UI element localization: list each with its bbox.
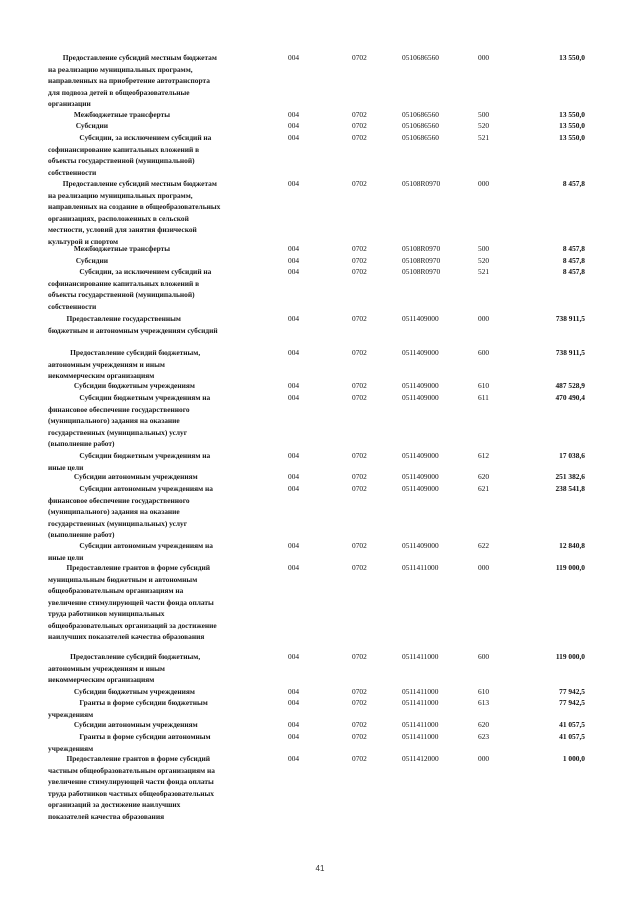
amount-value: 13 550,0	[559, 53, 585, 62]
amount-value: 470 490,4	[555, 393, 585, 402]
amount-value: 8 457,8	[562, 244, 585, 253]
amount-value: 12 840,8	[559, 541, 585, 550]
expense-type-code: 610	[478, 381, 490, 390]
section-code: 0702	[352, 472, 367, 481]
expense-type-code: 600	[478, 348, 490, 357]
row-name: Субсидии бюджетным учреждениям на иные цели	[48, 451, 211, 472]
expense-type-code: 500	[478, 110, 490, 119]
amount-value: 1 000,0	[562, 754, 585, 763]
target-article-code: 05108R0970	[402, 256, 441, 265]
section-code: 0702	[352, 393, 367, 402]
row-name: Межбюджетные трансферты	[48, 110, 171, 119]
target-article-code: 0511409000	[402, 541, 439, 550]
row-name: Субсидии бюджетным учреждениям	[48, 687, 195, 696]
section-code: 0702	[352, 687, 367, 696]
section-code: 0702	[352, 652, 367, 661]
section-code: 0702	[352, 563, 367, 572]
section-code: 0702	[352, 314, 367, 323]
target-article-code: 0511411000	[402, 652, 439, 661]
row-name: Предоставление субсидий местным бюджетам на реализацию муниципальных программ, направленных на создание в общеобразовательных организациях, расположенных в сельской местности, условий для занятия физической культурой и спортом	[48, 179, 221, 246]
expense-type-code: 000	[478, 754, 490, 763]
expense-type-code: 622	[478, 541, 490, 550]
row-name: Предоставление субсидий местным бюджетам на реализацию муниципальных программ, направленных на приобретение автотранспорта для подвоза детей в общеобразовательные организации	[48, 53, 217, 108]
row-name: Предоставление грантов в форме субсидий муниципальным бюджетным и автономным общеобразовательным организациям на увеличение стимулирующей части фонда оплаты труда работников муниципальных общеобразовательных организаций за достижение наилучших показателей качества образования	[48, 563, 217, 641]
ministry-code: 004	[288, 267, 300, 276]
row-name: Гранты в форме субсидии автономным учреждениям	[48, 732, 211, 753]
ministry-code: 004	[288, 451, 300, 460]
target-article-code: 05108R0970	[402, 267, 441, 276]
amount-value: 17 038,6	[559, 451, 585, 460]
row-name: Субсидии бюджетным учреждениям	[48, 381, 195, 390]
ministry-code: 004	[288, 720, 300, 729]
target-article-code: 0511411000	[402, 687, 439, 696]
amount-value: 119 000,0	[555, 652, 585, 661]
expense-type-code: 520	[478, 121, 490, 130]
row-name: Субсидии автономным учреждениям на финансовое обеспечение государственного (муниципального) задания на оказание государственных (муниципальных) услуг (выполнение работ)	[48, 484, 213, 539]
section-code: 0702	[352, 110, 367, 119]
expense-type-code: 610	[478, 687, 490, 696]
ministry-code: 004	[288, 348, 300, 357]
target-article-code: 0511409000	[402, 472, 439, 481]
row-name: Гранты в форме субсидии бюджетным учреждениям	[48, 698, 208, 719]
row-name: Субсидии	[48, 121, 108, 130]
row-name: Субсидии автономным учреждениям на иные цели	[48, 541, 213, 562]
target-article-code: 0510686560	[402, 53, 439, 62]
ministry-code: 004	[288, 484, 300, 493]
section-code: 0702	[352, 179, 367, 188]
section-code: 0702	[352, 698, 367, 707]
section-code: 0702	[352, 133, 367, 142]
section-code: 0702	[352, 267, 367, 276]
target-article-code: 0511409000	[402, 348, 439, 357]
ministry-code: 004	[288, 472, 300, 481]
amount-value: 13 550,0	[559, 133, 585, 142]
section-code: 0702	[352, 381, 367, 390]
amount-value: 119 000,0	[555, 563, 585, 572]
target-article-code: 0510686560	[402, 121, 439, 130]
expense-type-code: 500	[478, 244, 490, 253]
amount-value: 13 550,0	[559, 110, 585, 119]
amount-value: 738 911,5	[555, 348, 585, 357]
expense-type-code: 620	[478, 472, 490, 481]
ministry-code: 004	[288, 563, 300, 572]
target-article-code: 05108R0970	[402, 179, 441, 188]
row-name: Субсидии, за исключением субсидий на софинансирование капитальных вложений в объекты государственной (муниципальной) собственности	[48, 267, 212, 311]
amount-value: 13 550,0	[559, 121, 585, 130]
ministry-code: 004	[288, 732, 300, 741]
row-name: Межбюджетные трансферты	[48, 244, 171, 253]
amount-value: 8 457,8	[562, 179, 585, 188]
ministry-code: 004	[288, 121, 300, 130]
section-code: 0702	[352, 754, 367, 763]
expense-type-code: 520	[478, 256, 490, 265]
row-name: Субсидии, за исключением субсидий на софинансирование капитальных вложений в объекты государственной (муниципальной) собственности	[48, 133, 212, 177]
row-name: Предоставление субсидий бюджетным, автономным учреждениям и иным некоммерческим организациям	[48, 652, 201, 684]
amount-value: 238 541,8	[555, 484, 585, 493]
expense-type-code: 521	[478, 133, 490, 142]
target-article-code: 0511409000	[402, 484, 439, 493]
row-name: Предоставление грантов в форме субсидий частным общеобразовательным организациям на увеличение стимулирующей части фонда оплаты труда работников частных общеобразовательных организаций за достижение наилучших показателей качества образования	[48, 754, 215, 821]
section-code: 0702	[352, 348, 367, 357]
expense-type-code: 600	[478, 652, 490, 661]
ministry-code: 004	[288, 393, 300, 402]
section-code: 0702	[352, 53, 367, 62]
expense-type-code: 620	[478, 720, 490, 729]
row-name: Субсидии бюджетным учреждениям на финансовое обеспечение государственного (муниципального) задания на оказание государственных (муниципальных) услуг (выполнение работ)	[48, 393, 211, 448]
target-article-code: 0510686560	[402, 133, 439, 142]
row-name: Субсидии	[48, 256, 108, 265]
amount-value: 41 057,5	[559, 732, 585, 741]
page-number: 41	[315, 864, 325, 873]
amount-value: 487 528,9	[555, 381, 585, 390]
amount-value: 41 057,5	[559, 720, 585, 729]
section-code: 0702	[352, 541, 367, 550]
expense-type-code: 000	[478, 179, 490, 188]
target-article-code: 0511411000	[402, 732, 439, 741]
amount-value: 251 382,6	[555, 472, 585, 481]
amount-value: 77 942,5	[559, 698, 585, 707]
ministry-code: 004	[288, 314, 300, 323]
amount-value: 8 457,8	[562, 267, 585, 276]
target-article-code: 0511409000	[402, 381, 439, 390]
ministry-code: 004	[288, 244, 300, 253]
amount-value: 8 457,8	[562, 256, 585, 265]
ministry-code: 004	[288, 698, 300, 707]
ministry-code: 004	[288, 687, 300, 696]
expense-type-code: 611	[478, 393, 489, 402]
ministry-code: 004	[288, 179, 300, 188]
section-code: 0702	[352, 484, 367, 493]
ministry-code: 004	[288, 381, 300, 390]
ministry-code: 004	[288, 541, 300, 550]
expense-type-code: 623	[478, 732, 490, 741]
section-code: 0702	[352, 256, 367, 265]
expense-type-code: 613	[478, 698, 490, 707]
target-article-code: 0511409000	[402, 314, 439, 323]
target-article-code: 0511409000	[402, 393, 439, 402]
section-code: 0702	[352, 732, 367, 741]
target-article-code: 0511411000	[402, 720, 439, 729]
ministry-code: 004	[288, 652, 300, 661]
ministry-code: 004	[288, 110, 300, 119]
ministry-code: 004	[288, 256, 300, 265]
expense-type-code: 000	[478, 53, 490, 62]
section-code: 0702	[352, 720, 367, 729]
target-article-code: 05108R0970	[402, 244, 441, 253]
row-name: Предоставление государственным бюджетным и автономным учреждениям субсидий	[48, 314, 218, 335]
expense-type-code: 000	[478, 314, 490, 323]
ministry-code: 004	[288, 133, 300, 142]
target-article-code: 0511409000	[402, 451, 439, 460]
target-article-code: 0510686560	[402, 110, 439, 119]
section-code: 0702	[352, 451, 367, 460]
expense-type-code: 621	[478, 484, 490, 493]
row-name: Субсидии автономным учреждениям	[48, 720, 198, 729]
expense-type-code: 521	[478, 267, 490, 276]
target-article-code: 0511411000	[402, 563, 439, 572]
ministry-code: 004	[288, 53, 300, 62]
expense-type-code: 612	[478, 451, 490, 460]
ministry-code: 004	[288, 754, 300, 763]
target-article-code: 0511412000	[402, 754, 439, 763]
expense-type-code: 000	[478, 563, 490, 572]
section-code: 0702	[352, 244, 367, 253]
amount-value: 77 942,5	[559, 687, 585, 696]
row-name: Предоставление субсидий бюджетным, автономным учреждениям и иным некоммерческим организациям	[48, 348, 201, 380]
section-code: 0702	[352, 121, 367, 130]
target-article-code: 0511411000	[402, 698, 439, 707]
row-name: Субсидии автономным учреждениям	[48, 472, 198, 481]
amount-value: 738 911,5	[555, 314, 585, 323]
